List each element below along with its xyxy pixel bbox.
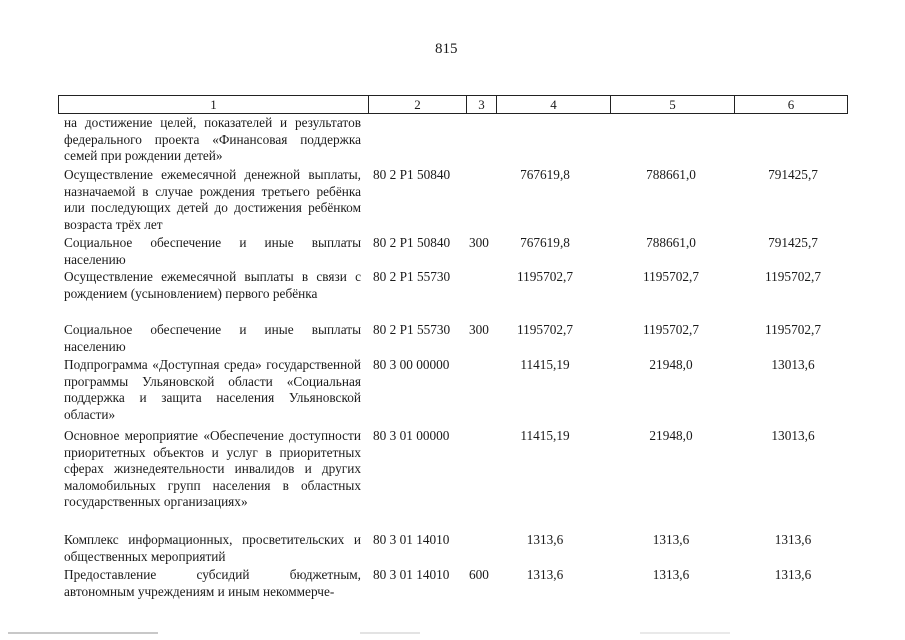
table-header-row bbox=[58, 95, 848, 114]
row-code: 80 3 01 14010 bbox=[373, 567, 450, 582]
row-code: 80 3 01 14010 bbox=[373, 532, 450, 547]
row-expense-type: 600 bbox=[469, 567, 489, 582]
row-name: Социальное обеспечение и иные выплаты населению bbox=[64, 322, 361, 354]
row-value-col6: 791425,7 bbox=[768, 235, 818, 250]
row-value-col4: 1313,6 bbox=[526, 567, 564, 582]
header-col-1: 1 bbox=[59, 96, 369, 113]
header-col-3: 3 bbox=[467, 96, 497, 113]
row-code: 80 2 P1 50840 bbox=[373, 235, 451, 250]
row-code: 80 3 01 00000 bbox=[373, 428, 450, 443]
row-name: Комплекс информационных, просветительских и общественных мероприятий bbox=[64, 532, 361, 564]
header-col-2: 2 bbox=[369, 96, 467, 113]
row-name: Осуществление ежемесячной денежной выплаты, назначаемой в случае рождения третьего ребёнка или последующих детей до достижения ребёнком возраста трёх лет bbox=[64, 167, 361, 232]
row-value-col5: 1313,6 bbox=[652, 567, 690, 582]
scan-artifact bbox=[640, 632, 730, 634]
header-col-5: 5 bbox=[611, 96, 735, 113]
row-name: Подпрограмма «Доступная среда» государственной программы Ульяновской области «Социальная поддержка и защита населения Ульяновской области» bbox=[64, 357, 361, 422]
row-name: Социальное обеспечение и иные выплаты населению bbox=[64, 235, 361, 267]
row-value-col5: 788661,0 bbox=[646, 167, 696, 182]
header-col-6: 6 bbox=[787, 97, 795, 112]
row-value-col6: 791425,7 bbox=[768, 167, 818, 182]
row-value-col5: 21948,0 bbox=[649, 357, 693, 372]
row-name: Основное мероприятие «Обеспечение доступности приоритетных объектов и услуг в приоритетных сферах жизнедеятельности инвалидов и других маломобильных групп населения в областных государственных организациях» bbox=[64, 428, 361, 509]
row-value-col4: 767619,8 bbox=[520, 167, 570, 182]
row-value-col6: 1313,6 bbox=[774, 532, 812, 547]
row-value-col6: 1195702,7 bbox=[764, 269, 822, 284]
scan-artifact bbox=[360, 632, 420, 634]
row-value-col4: 11415,19 bbox=[520, 428, 570, 443]
row-value-col5: 788661,0 bbox=[646, 235, 696, 250]
row-expense-type: 300 bbox=[469, 235, 489, 250]
row-value-col6: 13013,6 bbox=[771, 428, 815, 443]
scan-artifact bbox=[8, 632, 158, 634]
row-value-col4: 11415,19 bbox=[520, 357, 570, 372]
row-value-col4: 1313,6 bbox=[526, 532, 564, 547]
row-value-col5: 1195702,7 bbox=[642, 269, 700, 284]
row-code: 80 2 P1 50840 bbox=[373, 167, 451, 182]
row-value-col4: 1195702,7 bbox=[516, 269, 574, 284]
row-value-col5: 1195702,7 bbox=[642, 322, 700, 337]
row-code: 80 2 P1 55730 bbox=[373, 322, 451, 337]
row-name: на достижение целей, показателей и результатов федерального проекта «Финансовая поддержка семей при рождении детей» bbox=[64, 115, 361, 163]
page-number: 815 bbox=[435, 41, 458, 57]
row-expense-type: 300 bbox=[469, 322, 489, 337]
row-name: Осуществление ежемесячной выплаты в связи с рождением (усыновлением) первого ребёнка bbox=[64, 269, 361, 301]
row-value-col5: 1313,6 bbox=[652, 532, 690, 547]
row-value-col6: 1313,6 bbox=[774, 567, 812, 582]
row-code: 80 2 P1 55730 bbox=[373, 269, 451, 284]
row-value-col6: 1195702,7 bbox=[764, 322, 822, 337]
row-value-col4: 1195702,7 bbox=[516, 322, 574, 337]
header-col-4: 4 bbox=[497, 96, 611, 113]
row-value-col4: 767619,8 bbox=[520, 235, 570, 250]
row-code: 80 3 00 00000 bbox=[373, 357, 450, 372]
row-value-col6: 13013,6 bbox=[771, 357, 815, 372]
row-value-col5: 21948,0 bbox=[649, 428, 693, 443]
row-name: Предоставление субсидий бюджетным, автономным учреждениям и иным некоммерче- bbox=[64, 567, 361, 599]
